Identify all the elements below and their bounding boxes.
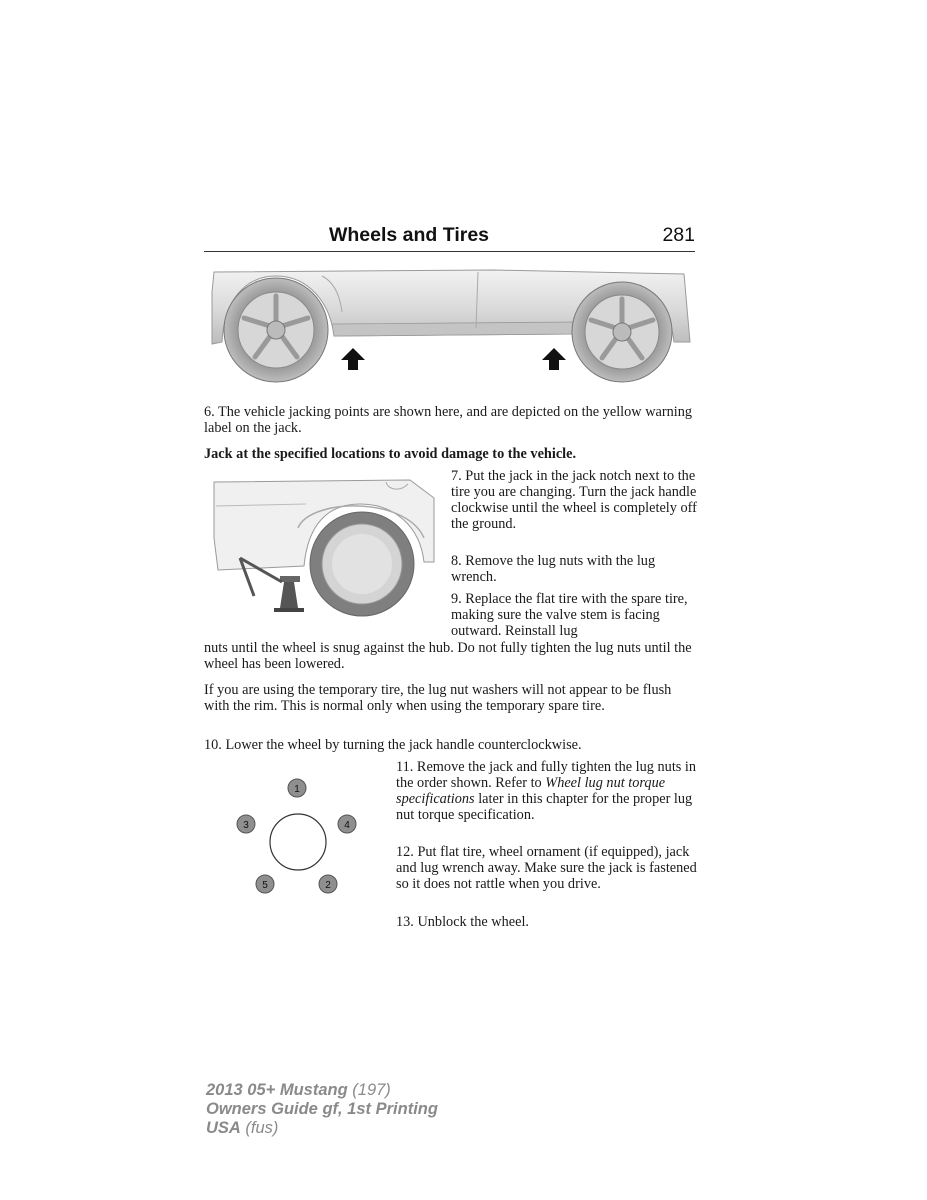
page-number: 281: [662, 224, 695, 246]
step-7-text: 7. Put the jack in the jack notch next to the tire you are changing. Turn the jack handle clockwise until the wheel is completely off the ground.: [451, 468, 697, 532]
torque-spec-reference: Wheel lug nut torque specifications: [396, 775, 666, 807]
step-9-text-part2: nuts until the wheel is snug against the hub. Do not fully tighten the lug nuts until the wheel has been lowered.: [204, 640, 692, 672]
temp-tire-note: If you are using the temporary tire, the lug nut washers will not appear to be flush with the rim. This is normal only when using the temporary spare tire.: [204, 682, 672, 714]
footer-line-2: Owners Guide gf, 1st Printing: [206, 1100, 438, 1118]
lug-nut-5-icon: [256, 875, 274, 893]
jack-under-wheel-illustration: [210, 478, 436, 618]
section-title: Wheels and Tires: [328, 224, 490, 246]
step-11-text: [396, 759, 698, 823]
step-8-text: 8. Remove the lug nuts with the lug wrench.: [451, 553, 656, 585]
step-10-text: 10. Lower the wheel by turning the jack handle counterclockwise.: [204, 737, 582, 753]
lug-nut-4-icon: [338, 815, 356, 833]
footer-line-3: USA (fus): [206, 1119, 279, 1137]
step-11-after: later in this chapter for the proper lug nut torque specification.: [396, 791, 693, 823]
lug-nut-3-icon: [237, 815, 255, 833]
footer-line-1: 2013 05+ Mustang (197): [206, 1081, 391, 1099]
print-footer: [206, 1081, 438, 1138]
step-12-text: 12. Put flat tire, wheel ornament (if equipped), jack and lug wrench away. Make sure the jack is fastened so it does not rattle when you drive.: [396, 844, 697, 892]
lug-nut-label: 1: [294, 784, 300, 795]
step-11-before: 11. Remove the jack and fully tighten the lug nuts in the order shown. Refer to: [396, 759, 697, 791]
header-rule: [204, 251, 695, 252]
lug-nut-sequence-diagram: [228, 772, 368, 900]
jacking-points-illustration: [204, 262, 695, 384]
warning-bold: Jack at the specified locations to avoid damage to the vehicle.: [204, 446, 577, 462]
lug-nut-label: 3: [243, 820, 249, 831]
warning-text: [204, 446, 697, 462]
lug-nut-1-icon: [288, 779, 306, 797]
step-9-text-part1: 9. Replace the flat tire with the spare tire, making sure the valve stem is facing outward. Reinstall lug: [451, 591, 688, 639]
lug-nut-label: 4: [344, 820, 350, 831]
step-13-text: 13. Unblock the wheel.: [396, 914, 530, 930]
lug-nut-label: 5: [262, 880, 268, 891]
lug-nut-2-icon: [319, 875, 337, 893]
step-6-text: 6. The vehicle jacking points are shown here, and are depicted on the yellow warning label on the jack.: [204, 404, 693, 436]
lug-nut-label: 2: [325, 880, 331, 891]
